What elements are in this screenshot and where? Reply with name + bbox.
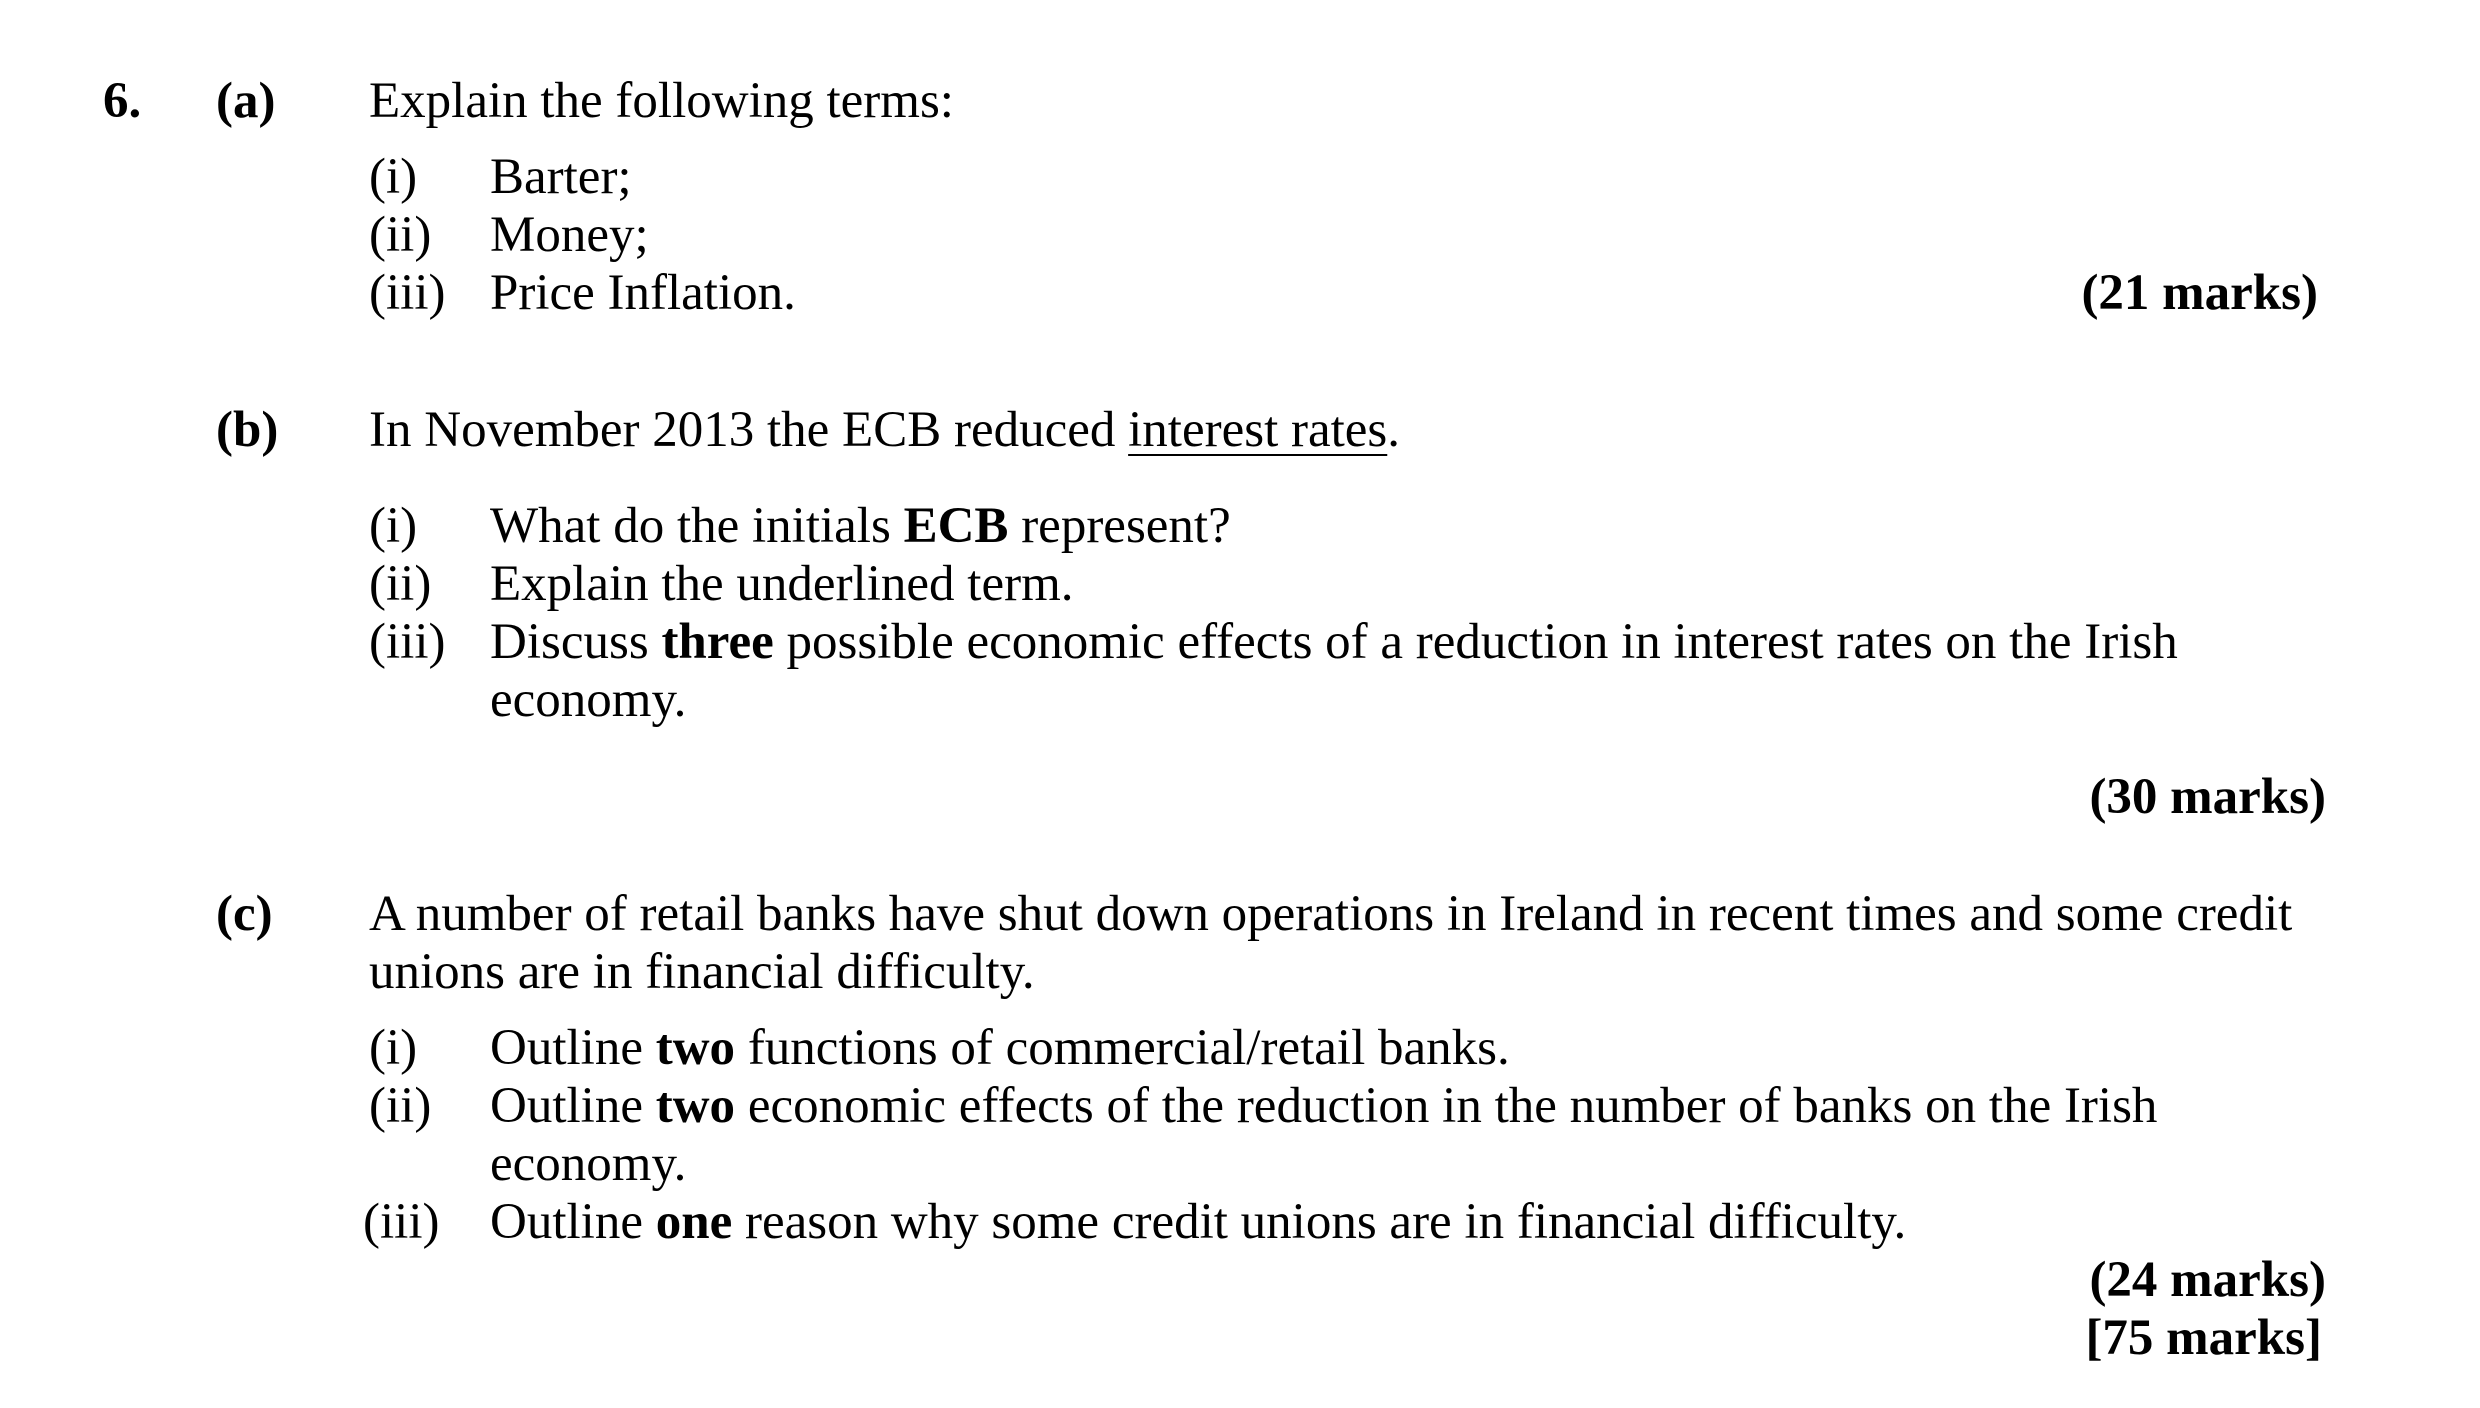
- part-c-item-2-number: (ii): [369, 1078, 432, 1134]
- part-b-stem-end: .: [1387, 402, 1401, 458]
- part-b-marks: (30 marks): [2089, 769, 2326, 825]
- part-c-item-3-text-start: Outline: [490, 1194, 656, 1250]
- part-b-item-1-bold: ECB: [903, 498, 1009, 554]
- part-a-item-2-text: Money;: [490, 207, 649, 263]
- part-c-item-2-continuation: economy.: [490, 1136, 687, 1192]
- part-b-item-3-text: [490, 614, 2178, 670]
- part-a-item-3-text: Price Inflation.: [490, 265, 796, 321]
- part-b-item-3-bold: three: [661, 614, 774, 670]
- part-a-marks: (21 marks): [2081, 265, 2318, 321]
- part-b-stem: [369, 402, 1401, 458]
- part-b-item-1-text: [490, 498, 1231, 554]
- part-b-item-3-text-start: Discuss: [490, 614, 662, 670]
- part-c-item-1-text: [490, 1020, 1510, 1076]
- part-b-stem-text: In November 2013 the ECB reduced: [369, 402, 1129, 458]
- part-c-item-2-bold: two: [655, 1078, 736, 1134]
- part-c-item-1-text-end: functions of commercial/retail banks.: [735, 1020, 1510, 1076]
- part-b-item-3-number: (iii): [369, 614, 446, 670]
- part-a-label: (a): [216, 73, 276, 129]
- part-c-item-2-text-start: Outline: [490, 1078, 656, 1134]
- question-number: 6.: [103, 73, 142, 129]
- total-marks: [75 marks]: [2085, 1310, 2322, 1366]
- part-c-item-3-text-end: reason why some credit unions are in financial difficulty.: [732, 1194, 1907, 1250]
- part-b-item-1-text-end: represent?: [1008, 498, 1231, 554]
- part-c-item-1-number: (i): [369, 1020, 418, 1076]
- part-c-item-1-bold: two: [655, 1020, 736, 1076]
- part-b-label: (b): [216, 402, 279, 458]
- part-c-item-3-text: [490, 1194, 1907, 1250]
- underlined-term: interest rates: [1128, 402, 1388, 458]
- part-c-item-2-text: [490, 1078, 2158, 1134]
- part-b-item-1-number: (i): [369, 498, 418, 554]
- part-c-marks: (24 marks): [2089, 1252, 2326, 1308]
- part-c-item-1-text-start: Outline: [490, 1020, 656, 1076]
- part-a-stem: Explain the following terms:: [369, 73, 954, 129]
- part-a-item-1-text: Barter;: [490, 149, 632, 205]
- part-c-stem-line-2: unions are in financial difficulty.: [369, 944, 1035, 1000]
- part-c-item-2-text-end: economic effects of the reduction in the number of banks on the Irish: [735, 1078, 2158, 1134]
- part-c-item-3-number: (iii): [363, 1194, 440, 1250]
- part-b-item-3-text-end: possible economic effects of a reduction in interest rates on the Irish: [773, 614, 2178, 670]
- part-b-item-2-number: (ii): [369, 556, 432, 612]
- part-c-item-3-bold: one: [655, 1194, 733, 1250]
- part-a-item-3-number: (iii): [369, 265, 446, 321]
- part-c-label: (c): [216, 886, 273, 942]
- part-b-item-1-text-start: What do the initials: [490, 498, 904, 554]
- part-b-item-2-text: Explain the underlined term.: [490, 556, 1074, 612]
- part-a-item-2-number: (ii): [369, 207, 432, 263]
- part-c-stem-line-1: A number of retail banks have shut down operations in Ireland in recent times and some credit: [369, 886, 2293, 942]
- part-b-item-3-continuation: economy.: [490, 672, 687, 728]
- part-a-item-1-number: (i): [369, 149, 418, 205]
